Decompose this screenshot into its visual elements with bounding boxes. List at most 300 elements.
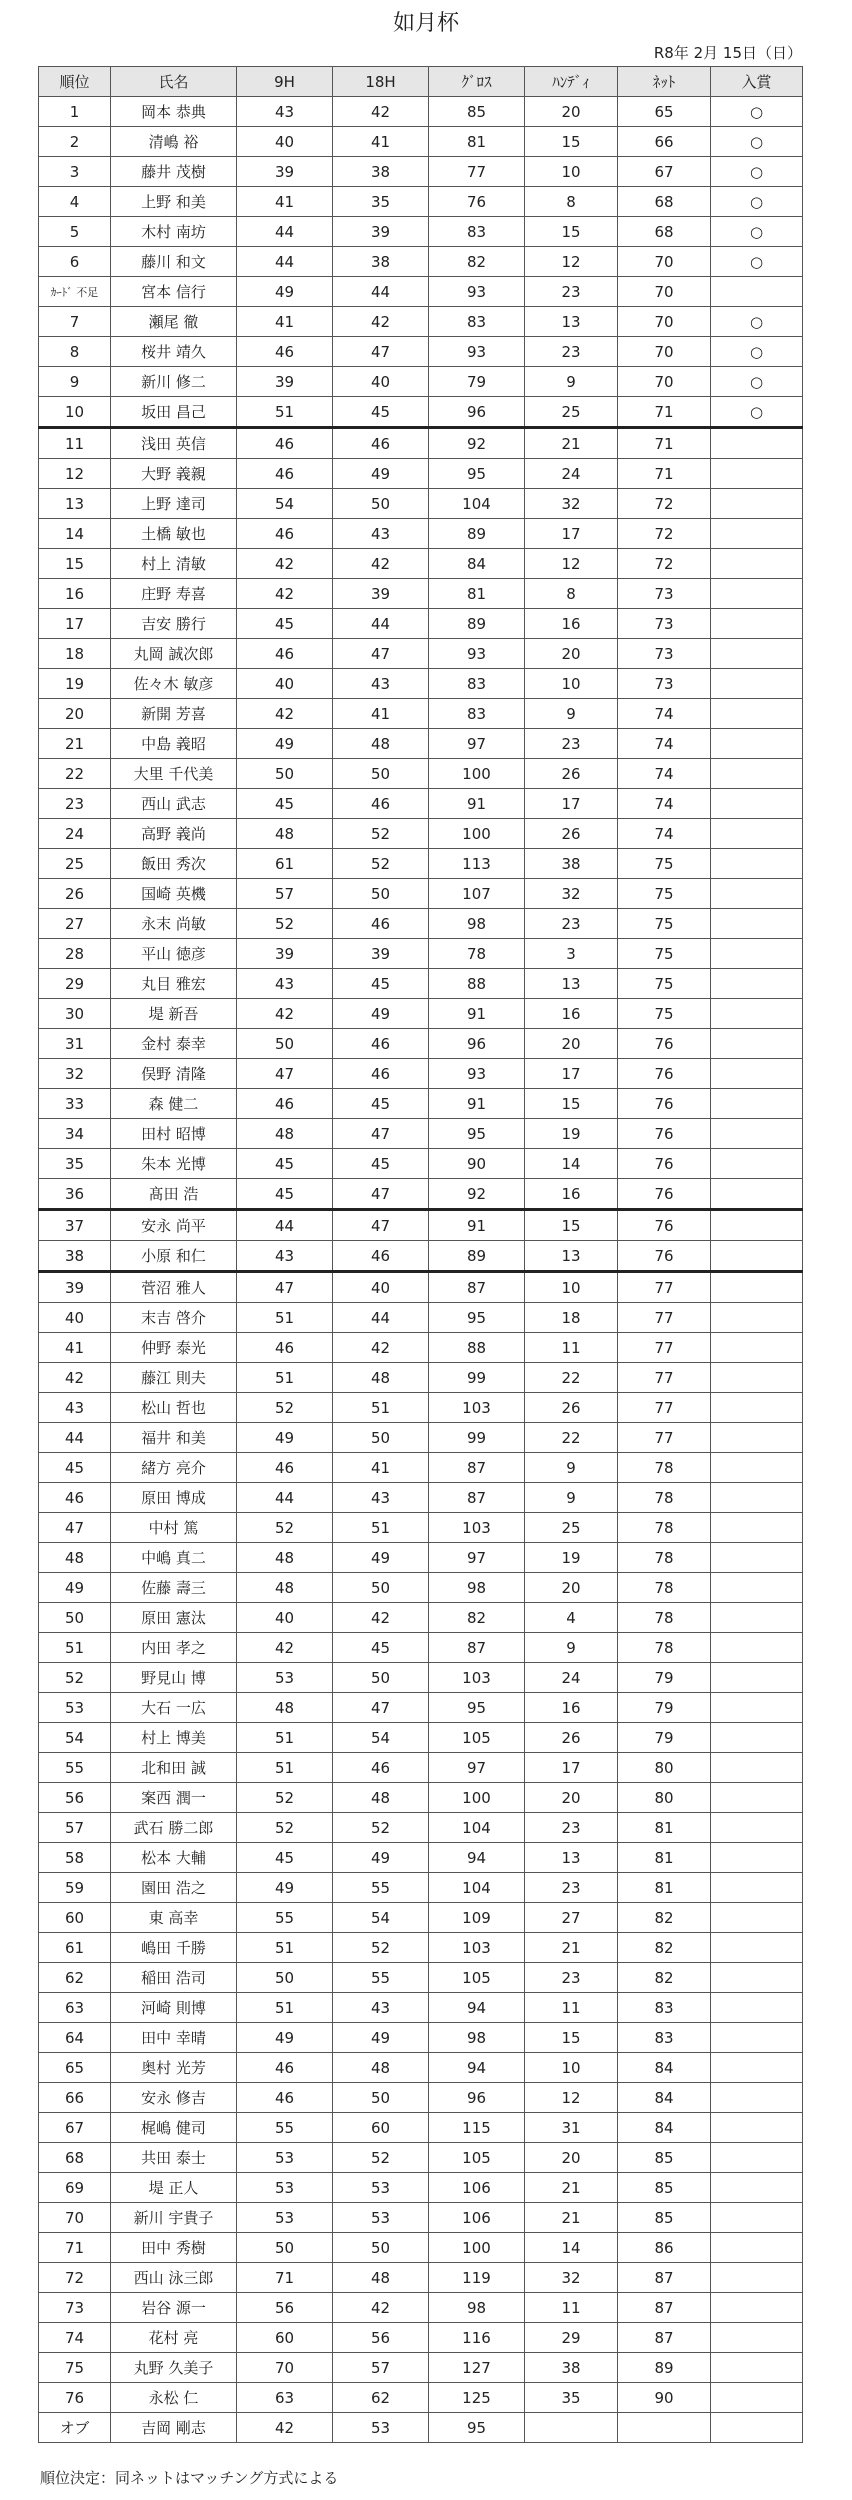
table-row xyxy=(39,1573,803,1603)
table-row xyxy=(39,187,803,217)
cell-net: 85 xyxy=(618,2173,711,2203)
table-row xyxy=(39,1210,803,1241)
cell-handicap: 20 xyxy=(525,1573,618,1603)
cell-name: 村上 博美 xyxy=(111,1723,237,1753)
table-row xyxy=(39,1423,803,1453)
cell-handicap: 9 xyxy=(525,1453,618,1483)
cell-handicap: 25 xyxy=(525,1513,618,1543)
table-row xyxy=(39,1149,803,1179)
cell-rank: 76 xyxy=(39,2383,111,2413)
cell-net: 68 xyxy=(618,187,711,217)
cell-rank: 75 xyxy=(39,2353,111,2383)
cell-name: 河崎 則博 xyxy=(111,1993,237,2023)
page-title: 如月杯 xyxy=(392,11,459,36)
cell-rank: 32 xyxy=(39,1059,111,1089)
cell-18h: 48 xyxy=(333,1783,429,1813)
cell-rank: 49 xyxy=(39,1573,111,1603)
cell-gross: 98 xyxy=(429,2293,525,2323)
cell-handicap: 11 xyxy=(525,2293,618,2323)
cell-rank: 67 xyxy=(39,2113,111,2143)
cell-rank: 19 xyxy=(39,669,111,699)
cell-net: 70 xyxy=(618,277,711,307)
cell-9h: 46 xyxy=(237,337,333,367)
cell-18h: 52 xyxy=(333,1813,429,1843)
cell-rank: 72 xyxy=(39,2263,111,2293)
cell-gross: 106 xyxy=(429,2203,525,2233)
cell-net: 81 xyxy=(618,1813,711,1843)
cell-prize xyxy=(711,909,803,939)
cell-rank: 9 xyxy=(39,367,111,397)
cell-9h: 46 xyxy=(237,2053,333,2083)
table-row xyxy=(39,127,803,157)
cell-handicap: 19 xyxy=(525,1543,618,1573)
cell-handicap: 26 xyxy=(525,1723,618,1753)
table-row xyxy=(39,2173,803,2203)
cell-net: 65 xyxy=(618,97,711,127)
cell-rank: 46 xyxy=(39,1483,111,1513)
cell-handicap: 22 xyxy=(525,1423,618,1453)
cell-handicap: 18 xyxy=(525,1303,618,1333)
cell-handicap: 24 xyxy=(525,459,618,489)
cell-prize: ○ xyxy=(711,127,803,157)
cell-prize xyxy=(711,277,803,307)
table-row xyxy=(39,789,803,819)
cell-prize: ○ xyxy=(711,367,803,397)
table-row xyxy=(39,1543,803,1573)
cell-net: 72 xyxy=(618,519,711,549)
cell-rank: 29 xyxy=(39,969,111,999)
table-row xyxy=(39,1693,803,1723)
cell-18h: 41 xyxy=(333,699,429,729)
cell-handicap: 26 xyxy=(525,1393,618,1423)
cell-18h: 46 xyxy=(333,428,429,459)
cell-18h: 46 xyxy=(333,909,429,939)
cell-9h: 48 xyxy=(237,1573,333,1603)
cell-rank: 70 xyxy=(39,2203,111,2233)
cell-prize xyxy=(711,1663,803,1693)
cell-18h: 56 xyxy=(333,2323,429,2353)
cell-net: 84 xyxy=(618,2113,711,2143)
cell-gross: 119 xyxy=(429,2263,525,2293)
cell-net: 84 xyxy=(618,2083,711,2113)
cell-handicap: 20 xyxy=(525,1783,618,1813)
cell-prize: ○ xyxy=(711,307,803,337)
cell-prize xyxy=(711,1179,803,1210)
cell-name: 上野 和美 xyxy=(111,187,237,217)
cell-name: 稲田 浩司 xyxy=(111,1963,237,1993)
cell-9h: 45 xyxy=(237,789,333,819)
cell-rank: 35 xyxy=(39,1149,111,1179)
cell-prize xyxy=(711,2353,803,2383)
cell-handicap: 23 xyxy=(525,1963,618,1993)
cell-prize: ○ xyxy=(711,247,803,277)
cell-rank: 74 xyxy=(39,2323,111,2353)
cell-9h: 49 xyxy=(237,1423,333,1453)
cell-gross: 103 xyxy=(429,1663,525,1693)
cell-gross: 81 xyxy=(429,127,525,157)
cell-net: 82 xyxy=(618,1963,711,1993)
table-row xyxy=(39,1993,803,2023)
cell-net: 74 xyxy=(618,759,711,789)
table-row xyxy=(39,2293,803,2323)
cell-prize xyxy=(711,1513,803,1543)
cell-rank: 38 xyxy=(39,1241,111,1272)
cell-gross: 99 xyxy=(429,1363,525,1393)
cell-name: 田中 秀樹 xyxy=(111,2233,237,2263)
cell-rank: 55 xyxy=(39,1753,111,1783)
cell-gross: 88 xyxy=(429,969,525,999)
cell-rank: 33 xyxy=(39,1089,111,1119)
cell-rank: 24 xyxy=(39,819,111,849)
cell-gross: 95 xyxy=(429,1303,525,1333)
cell-name: 大里 千代美 xyxy=(111,759,237,789)
cell-rank: 34 xyxy=(39,1119,111,1149)
cell-name: 村上 清敏 xyxy=(111,549,237,579)
cell-net: 70 xyxy=(618,337,711,367)
cell-prize xyxy=(711,1963,803,1993)
cell-18h: 38 xyxy=(333,247,429,277)
cell-18h: 40 xyxy=(333,1272,429,1303)
results-table xyxy=(38,66,803,2443)
cell-rank: 28 xyxy=(39,939,111,969)
cell-9h: 50 xyxy=(237,2233,333,2263)
table-row xyxy=(39,2143,803,2173)
cell-18h: 42 xyxy=(333,1603,429,1633)
cell-prize xyxy=(711,549,803,579)
cell-gross: 100 xyxy=(429,2233,525,2263)
cell-name: 花村 亮 xyxy=(111,2323,237,2353)
cell-18h: 49 xyxy=(333,1843,429,1873)
cell-net: 77 xyxy=(618,1333,711,1363)
cell-name: 内田 孝之 xyxy=(111,1633,237,1663)
cell-prize xyxy=(711,2293,803,2323)
cell-handicap: 22 xyxy=(525,1363,618,1393)
cell-name: 小原 和仁 xyxy=(111,1241,237,1272)
footnote: 順位決定：同ネットはマッチング方式による xyxy=(40,2469,339,2487)
cell-name: 新川 宇貴子 xyxy=(111,2203,237,2233)
cell-18h: 42 xyxy=(333,307,429,337)
cell-handicap: 12 xyxy=(525,247,618,277)
cell-rank: 58 xyxy=(39,1843,111,1873)
table-row xyxy=(39,999,803,1029)
cell-prize xyxy=(711,1813,803,1843)
cell-9h: 39 xyxy=(237,939,333,969)
cell-gross: 99 xyxy=(429,1423,525,1453)
cell-9h: 45 xyxy=(237,1179,333,1210)
cell-handicap: 38 xyxy=(525,2353,618,2383)
cell-handicap: 11 xyxy=(525,1993,618,2023)
cell-18h: 50 xyxy=(333,489,429,519)
cell-rank: 64 xyxy=(39,2023,111,2053)
table-row xyxy=(39,1333,803,1363)
cell-net: 76 xyxy=(618,1179,711,1210)
cell-net: 71 xyxy=(618,459,711,489)
cell-prize xyxy=(711,849,803,879)
cell-18h: 47 xyxy=(333,1210,429,1241)
cell-gross: 92 xyxy=(429,1179,525,1210)
cell-prize xyxy=(711,1633,803,1663)
cell-net: 82 xyxy=(618,1933,711,1963)
cell-9h: 42 xyxy=(237,699,333,729)
cell-prize xyxy=(711,2173,803,2203)
cell-9h: 41 xyxy=(237,187,333,217)
cell-18h: 48 xyxy=(333,729,429,759)
cell-18h: 60 xyxy=(333,2113,429,2143)
cell-gross: 103 xyxy=(429,1933,525,1963)
cell-net: 75 xyxy=(618,999,711,1029)
cell-handicap: 23 xyxy=(525,277,618,307)
cell-gross: 105 xyxy=(429,2143,525,2173)
cell-18h: 45 xyxy=(333,397,429,428)
cell-rank: 21 xyxy=(39,729,111,759)
cell-9h: 45 xyxy=(237,1843,333,1873)
cell-9h: 44 xyxy=(237,1483,333,1513)
cell-handicap: 20 xyxy=(525,1029,618,1059)
cell-prize xyxy=(711,1873,803,1903)
cell-net: 86 xyxy=(618,2233,711,2263)
cell-18h: 49 xyxy=(333,2023,429,2053)
cell-prize xyxy=(711,1573,803,1603)
table-row xyxy=(39,699,803,729)
cell-gross: 113 xyxy=(429,849,525,879)
table-row xyxy=(39,1783,803,1813)
table-row xyxy=(39,519,803,549)
table-row xyxy=(39,2053,803,2083)
cell-handicap: 10 xyxy=(525,157,618,187)
cell-18h: 43 xyxy=(333,519,429,549)
cell-9h: 51 xyxy=(237,1303,333,1333)
table-row xyxy=(39,307,803,337)
cell-handicap: 13 xyxy=(525,1843,618,1873)
header-gross: ｸﾞﾛｽ xyxy=(429,67,525,97)
cell-prize xyxy=(711,2023,803,2053)
cell-net: 71 xyxy=(618,428,711,459)
table-row xyxy=(39,1363,803,1393)
cell-net: 68 xyxy=(618,217,711,247)
cell-18h: 45 xyxy=(333,1089,429,1119)
cell-name: 奥村 光芳 xyxy=(111,2053,237,2083)
cell-rank: 47 xyxy=(39,1513,111,1543)
table-row xyxy=(39,2323,803,2353)
cell-net: 67 xyxy=(618,157,711,187)
cell-handicap: 13 xyxy=(525,1241,618,1272)
cell-rank: 42 xyxy=(39,1363,111,1393)
cell-rank: 71 xyxy=(39,2233,111,2263)
table-row xyxy=(39,639,803,669)
cell-rank: 22 xyxy=(39,759,111,789)
cell-gross: 89 xyxy=(429,1241,525,1272)
cell-rank: 30 xyxy=(39,999,111,1029)
table-row xyxy=(39,939,803,969)
cell-name: 森 健二 xyxy=(111,1089,237,1119)
cell-name: 土橋 敏也 xyxy=(111,519,237,549)
cell-gross: 97 xyxy=(429,1543,525,1573)
cell-gross: 94 xyxy=(429,1993,525,2023)
cell-9h: 42 xyxy=(237,579,333,609)
cell-handicap: 13 xyxy=(525,969,618,999)
cell-9h: 52 xyxy=(237,1513,333,1543)
cell-18h: 45 xyxy=(333,969,429,999)
cell-name: 中村 篤 xyxy=(111,1513,237,1543)
cell-gross: 93 xyxy=(429,639,525,669)
cell-rank: 26 xyxy=(39,879,111,909)
table-row xyxy=(39,669,803,699)
table-row xyxy=(39,1241,803,1272)
cell-gross: 93 xyxy=(429,337,525,367)
cell-9h: 52 xyxy=(237,1783,333,1813)
cell-prize xyxy=(711,579,803,609)
cell-rank: 2 xyxy=(39,127,111,157)
cell-name: 新川 修二 xyxy=(111,367,237,397)
cell-prize xyxy=(711,789,803,819)
cell-9h: 53 xyxy=(237,2143,333,2173)
cell-name: 庄野 寿喜 xyxy=(111,579,237,609)
cell-18h: 53 xyxy=(333,2413,429,2443)
cell-rank: 12 xyxy=(39,459,111,489)
cell-prize xyxy=(711,969,803,999)
cell-18h: 54 xyxy=(333,1723,429,1753)
cell-prize xyxy=(711,1483,803,1513)
table-row xyxy=(39,1272,803,1303)
cell-handicap: 21 xyxy=(525,1933,618,1963)
cell-net: 76 xyxy=(618,1241,711,1272)
table-row xyxy=(39,879,803,909)
cell-handicap: 9 xyxy=(525,699,618,729)
table-row xyxy=(39,1753,803,1783)
table-row xyxy=(39,489,803,519)
header-18h: 18H xyxy=(333,67,429,97)
cell-rank: 15 xyxy=(39,549,111,579)
cell-9h: 52 xyxy=(237,1393,333,1423)
cell-18h: 50 xyxy=(333,1423,429,1453)
cell-18h: 55 xyxy=(333,1873,429,1903)
cell-net: 77 xyxy=(618,1393,711,1423)
cell-handicap: 8 xyxy=(525,579,618,609)
cell-name: 福井 和美 xyxy=(111,1423,237,1453)
cell-9h: 43 xyxy=(237,1241,333,1272)
cell-handicap: 38 xyxy=(525,849,618,879)
cell-net: 85 xyxy=(618,2203,711,2233)
cell-9h: 50 xyxy=(237,1029,333,1059)
cell-rank: 8 xyxy=(39,337,111,367)
cell-18h: 46 xyxy=(333,789,429,819)
cell-9h: 46 xyxy=(237,2083,333,2113)
table-row xyxy=(39,1873,803,1903)
cell-prize xyxy=(711,1303,803,1333)
cell-18h: 49 xyxy=(333,459,429,489)
cell-9h: 44 xyxy=(237,247,333,277)
cell-18h: 40 xyxy=(333,367,429,397)
cell-handicap: 16 xyxy=(525,1179,618,1210)
cell-gross: 103 xyxy=(429,1393,525,1423)
table-row xyxy=(39,1059,803,1089)
cell-prize xyxy=(711,939,803,969)
header-9h: 9H xyxy=(237,67,333,97)
cell-rank: ｶｰﾄﾞ 不足 xyxy=(39,277,111,307)
cell-name: 安永 修吉 xyxy=(111,2083,237,2113)
cell-18h: 35 xyxy=(333,187,429,217)
cell-prize xyxy=(711,428,803,459)
cell-rank: 40 xyxy=(39,1303,111,1333)
cell-18h: 47 xyxy=(333,639,429,669)
cell-prize xyxy=(711,1453,803,1483)
cell-9h: 55 xyxy=(237,1903,333,1933)
cell-gross: 100 xyxy=(429,1783,525,1813)
cell-gross: 83 xyxy=(429,669,525,699)
cell-gross: 76 xyxy=(429,187,525,217)
cell-rank: 41 xyxy=(39,1333,111,1363)
cell-name: 菅沼 雅人 xyxy=(111,1272,237,1303)
cell-18h: 50 xyxy=(333,759,429,789)
table-row xyxy=(39,2023,803,2053)
cell-prize xyxy=(711,879,803,909)
cell-rank: 31 xyxy=(39,1029,111,1059)
cell-prize xyxy=(711,519,803,549)
cell-handicap: 15 xyxy=(525,1089,618,1119)
cell-net: 79 xyxy=(618,1723,711,1753)
cell-gross: 98 xyxy=(429,909,525,939)
cell-9h: 50 xyxy=(237,1963,333,1993)
cell-handicap: 20 xyxy=(525,97,618,127)
header-net: ﾈｯﾄ xyxy=(618,67,711,97)
cell-9h: 40 xyxy=(237,1603,333,1633)
cell-net: 79 xyxy=(618,1693,711,1723)
cell-net: 75 xyxy=(618,849,711,879)
cell-prize xyxy=(711,1933,803,1963)
cell-net: 78 xyxy=(618,1453,711,1483)
cell-9h: 41 xyxy=(237,307,333,337)
table-row xyxy=(39,849,803,879)
cell-prize xyxy=(711,699,803,729)
cell-name: 桜井 靖久 xyxy=(111,337,237,367)
cell-9h: 45 xyxy=(237,609,333,639)
cell-handicap: 17 xyxy=(525,519,618,549)
table-row xyxy=(39,819,803,849)
cell-gross: 90 xyxy=(429,1149,525,1179)
cell-rank: 27 xyxy=(39,909,111,939)
cell-name: 共田 泰士 xyxy=(111,2143,237,2173)
cell-handicap: 15 xyxy=(525,1210,618,1241)
cell-18h: 49 xyxy=(333,999,429,1029)
cell-net: 72 xyxy=(618,489,711,519)
cell-prize xyxy=(711,1993,803,2023)
cell-gross: 85 xyxy=(429,97,525,127)
cell-9h: 49 xyxy=(237,729,333,759)
cell-gross: 78 xyxy=(429,939,525,969)
event-date: R8年 2月 15日（日） xyxy=(653,44,802,62)
cell-9h: 46 xyxy=(237,1089,333,1119)
cell-9h: 47 xyxy=(237,1272,333,1303)
cell-18h: 62 xyxy=(333,2383,429,2413)
cell-net: 73 xyxy=(618,669,711,699)
cell-18h: 48 xyxy=(333,1363,429,1393)
cell-9h: 40 xyxy=(237,127,333,157)
cell-net: 85 xyxy=(618,2143,711,2173)
cell-18h: 44 xyxy=(333,609,429,639)
cell-9h: 55 xyxy=(237,2113,333,2143)
cell-net: 76 xyxy=(618,1149,711,1179)
cell-name: 西山 武志 xyxy=(111,789,237,819)
cell-name: 吉安 勝行 xyxy=(111,609,237,639)
cell-18h: 45 xyxy=(333,1633,429,1663)
cell-name: 案西 潤一 xyxy=(111,1783,237,1813)
cell-18h: 53 xyxy=(333,2203,429,2233)
cell-gross: 87 xyxy=(429,1453,525,1483)
cell-18h: 44 xyxy=(333,1303,429,1333)
cell-9h: 52 xyxy=(237,1813,333,1843)
cell-net: 87 xyxy=(618,2323,711,2353)
cell-gross: 100 xyxy=(429,759,525,789)
